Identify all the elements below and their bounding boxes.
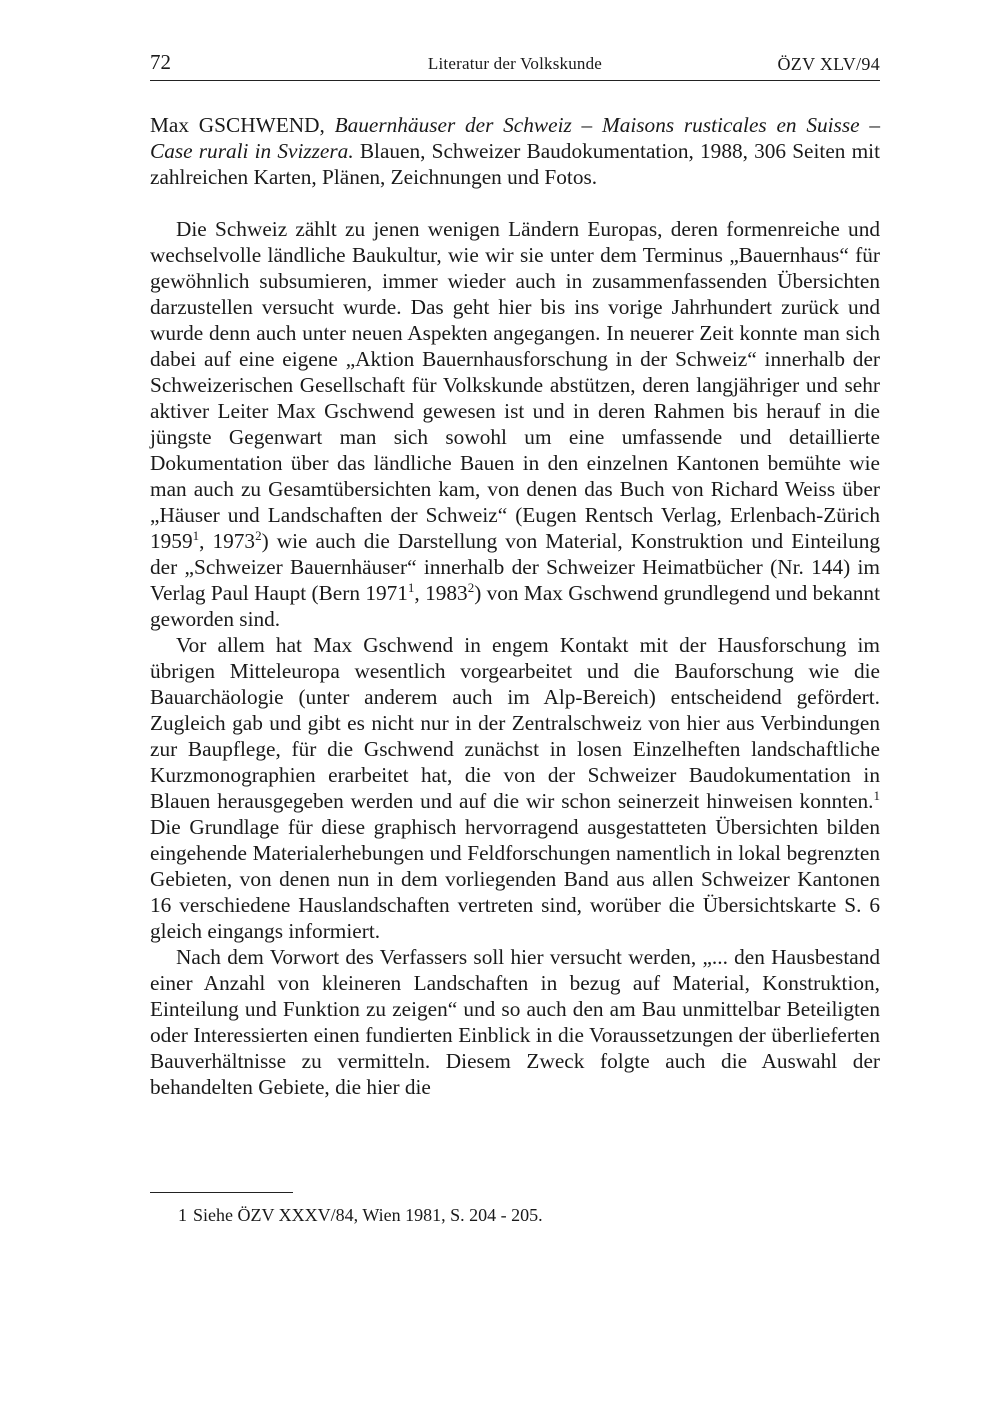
paragraph-3: Nach dem Vorwort des Verfassers soll hier versucht werden, „... den Hausbestand einer Anzahl von kleineren Landschaften in bezug auf Material, Konstruktion, Einteilung und Funktion zu zeigen“ und so auch den am Bau unmittelbar Beteiligten oder Interessierten einen fundierten Einblick in die Voraussetzungen der überlieferten Bauverhältnisse zu vermitteln. Diesem Zweck folgte auch die Auswahl der behandelten Gebiete, die hier die — [150, 945, 880, 1099]
superscript: 2 — [255, 528, 262, 543]
superscript: 2 — [467, 580, 475, 595]
superscript: 1 — [407, 580, 415, 595]
footnote-number: 1 — [178, 1205, 187, 1225]
book-citation — [150, 112, 880, 190]
citation-author: Max GSCHWEND, — [150, 113, 325, 137]
superscript: 1 — [192, 528, 200, 543]
footnote-divider — [150, 1192, 293, 1193]
page-header — [150, 50, 880, 81]
page-number: 72 — [150, 50, 171, 74]
paragraph-1: Die Schweiz zählt zu jenen wenigen Ländern Europas, deren formenreiche und wechselvolle ländliche Baukultur, wie wir sie unter dem Terminus „Bauernhaus“ für gewöhnlich subsumieren, immer wieder auch in zusammenfassenden Übersichten darzustellen versucht wurde. Das geht hier bis ins vorige Jahrhundert zurück und wurde denn auch unter neuen Aspekten angegangen. In neuerer Zeit konnte man sich dabei auf eine eigene „Aktion Bauernhausforschung in der Schweiz“ innerhalb der Schweizerischen Gesellschaft für Volkskunde abstützen, deren langjähriger und sehr aktiver Leiter Max Gschwend gewesen ist und in deren Rahmen bis herauf in die jüngste Gegenwart man sich sowohl um eine umfassende und detaillierte Dokumentation über das ländliche Bauen in den einzelnen Kantonen bemühte wie man auch zu Gesamtübersichten kam, von denen das Buch von Richard Weiss über „Häuser und Landschaften der Schweiz“ (Eugen Rentsch Verlag, Erlenbach-Zürich 1959$^1$, 1973$^2$) wie auch die Darstellung von Material, Konstruktion und Einteilung der „Schweizer Bauernhäuser“ innerhalb der Schweizer Heimatbücher (Nr. 144) im Verlag Paul Haupt (Bern 1971$^1$, 1983$^2$) von Max Gschwend grundlegend und bekannt geworden sind. — [150, 217, 880, 631]
running-title: Literatur der Volkskunde — [427, 54, 603, 73]
citation-title: Bauernhäuser der Schweiz – Maisons rusticales en Suisse – Case rurali in Svizzera. — [150, 113, 880, 163]
citation-publication: Blauen, Schweizer Baudokumentation, 1988, 306 Seiten mit zahlreichen Karten, Plänen, Zeichnungen und Fotos. — [150, 139, 881, 189]
footnote-text: Siehe ÖZV XXXV/84, Wien 1981, S. 204 - 205. — [193, 1205, 543, 1225]
footnote-reference[interactable]: 1 — [873, 788, 880, 803]
footnote — [178, 1205, 543, 1226]
journal-reference: ÖZV XLV/94 — [777, 54, 880, 74]
paragraph-2: Vor allem hat Max Gschwend in engem Kontakt mit der Hausforschung im übrigen Mitteleuropa wesentlich vorgearbeitet und die Bauforschung wie die Bauarchäologie (unter anderem auch im Alp-Bereich) entscheidend gefördert. Zugleich gab und gibt es nicht nur in der Zentralschweiz von hier aus Verbindungen zur Baupflege, für die Gschwend zunächst in losen Einzelheften landschaftliche Kurzmonographien erarbeitet hat, die von der Schweizer Baudokumentation in Blauen herausgegeben werden und auf die wir schon seinerzeit hinweisen konnten.$^1$ Die Grundlage für diese graphisch hervorragend ausgestatteten Übersichten bilden eingehende Materialerhebungen und Feldforschungen namentlich in lokal begrenzten Gebieten, von denen nun in dem vorliegenden Band aus allen Schweizer Kantonen 16 verschiedene Hauslandschaften vertreten sind, worüber die Übersichtskarte S. 6 gleich eingangs informiert. — [150, 633, 880, 943]
article-body — [150, 112, 880, 1100]
